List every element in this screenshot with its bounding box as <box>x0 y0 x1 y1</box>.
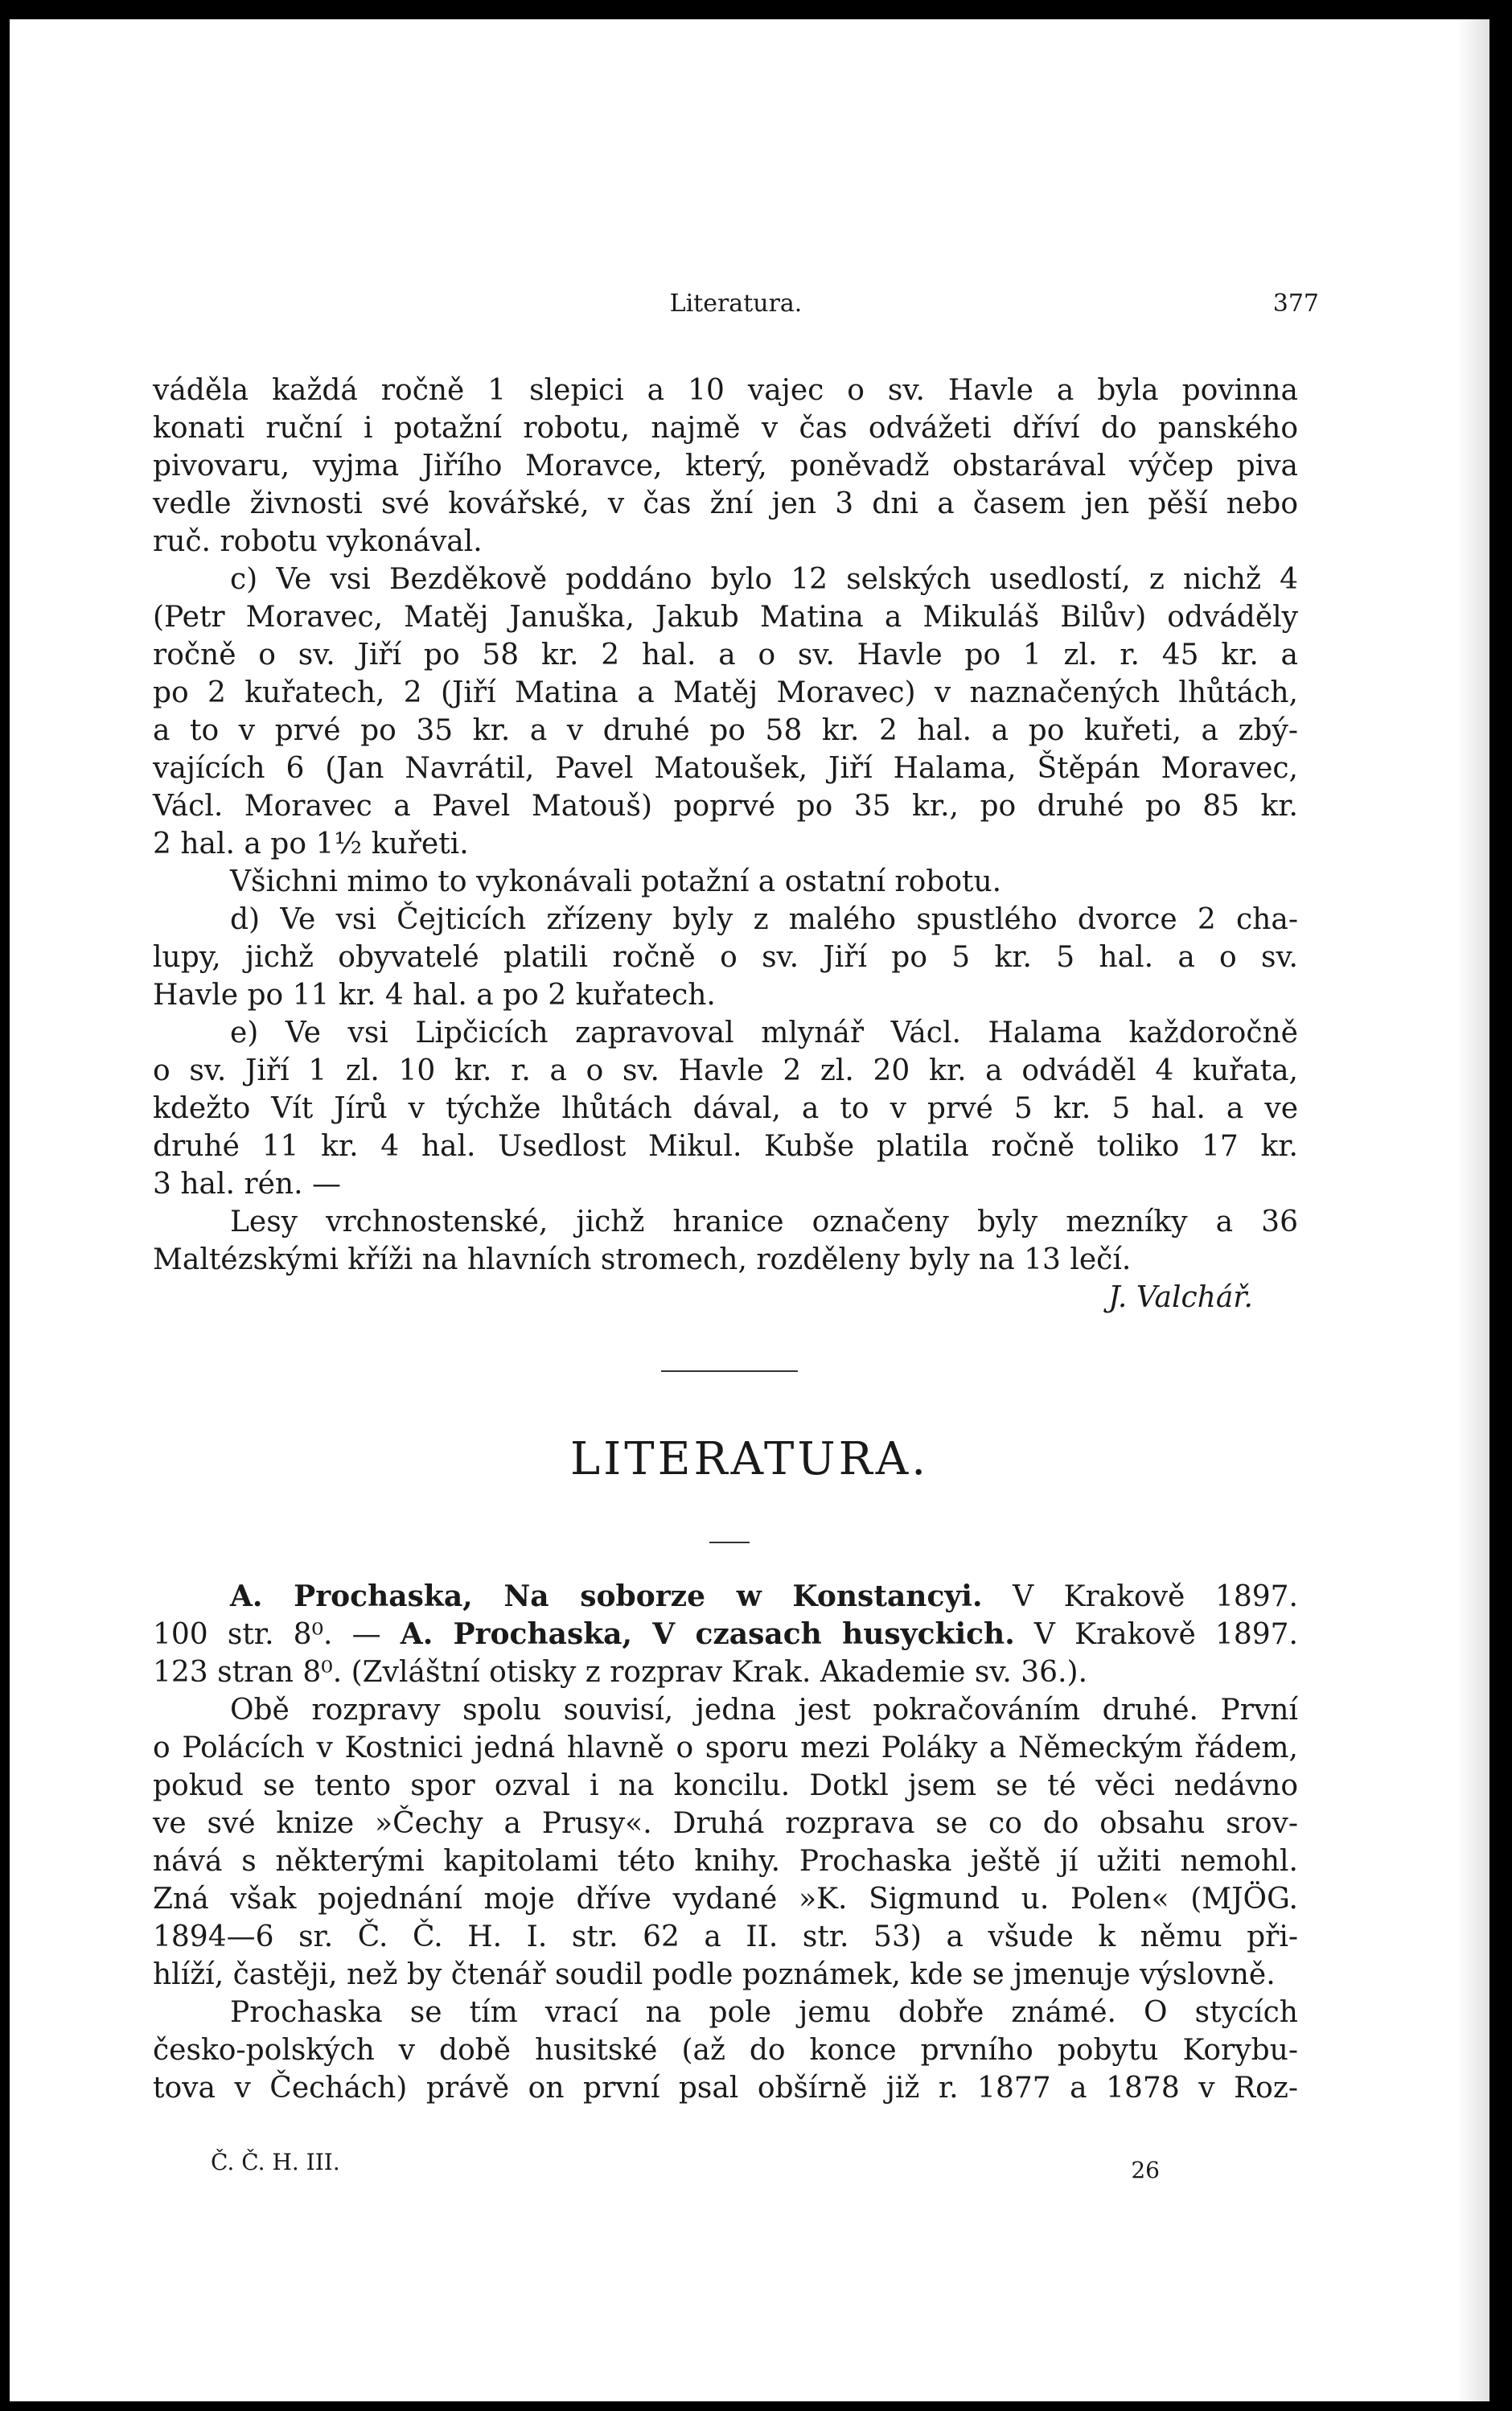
paragraph-e <box>153 1014 1298 1203</box>
text-line: lupy, jichž obyvatelé platili ročně o sv. Jiří po 5 kr. 5 hal. a o sv. <box>153 941 1298 974</box>
text-line: ve své knize »Čechy a Prusy«. Druhá rozprava se co do obsahu srov- <box>153 1807 1298 1840</box>
text-line: ruč. robotu vykonával. <box>153 525 483 558</box>
text-line: nává s některými kapitolami této knihy. Prochaska ještě jí užiti nemohl. <box>153 1845 1298 1878</box>
text-line: 1894—6 sr. Č. Č. H. I. str. 62 a II. str. 53) a všude k němu při- <box>153 1920 1298 1953</box>
text-line: tova v Čechách) právě on první psal obšírně již r. 1877 a 1878 v Roz- <box>153 2072 1298 2105</box>
text-line: c) Ve vsi Bezděkově poddáno bylo 12 selských usedlostí, z nichž 4 <box>230 563 1298 596</box>
text-line: a to v prvé po 35 kr. a v druhé po 58 kr. 2 hal. a po kuřeti, a zbý- <box>153 714 1298 747</box>
review-section <box>153 1578 1298 2107</box>
paragraph-d <box>153 901 1298 1014</box>
text-line: Václ. Moravec a Pavel Matouš) poprvé po 35 kr., po druhé po 85 kr. <box>153 790 1298 823</box>
paragraph-prochaska <box>153 1994 1298 2107</box>
text-line: Maltézskými kříži na hlavních stromech, rozděleny byly na 13 lečí. <box>153 1243 1132 1276</box>
text-line: kdežto Vít Jírů v týchže lhůtách dával, a to v prvé 5 kr. 5 hal. a ve <box>153 1092 1298 1125</box>
citation-title-2: A. Prochaska, V czasach husyckich. <box>400 1617 1015 1651</box>
citation-place-2: V Krakově 1897. <box>1014 1618 1298 1651</box>
text-line: hlíží, častěji, než by čtenář soudil podle poznámek, kde se jmenuje výslovně. <box>153 1958 1276 1991</box>
paragraph-obe <box>153 1691 1298 1994</box>
text-line: po 2 kuřatech, 2 (Jiří Matina a Matěj Moravec) v naznačených lhůtách, <box>153 676 1298 709</box>
text-line: česko-polských v době husitské (až do konce prvního pobytu Korybu- <box>153 2034 1298 2067</box>
text-line: o sv. Jiří 1 zl. 10 kr. r. a o sv. Havle 2 zl. 20 kr. a odváděl 4 kuřata, <box>153 1054 1298 1087</box>
text-line: e) Ve vsi Lipčicích zapravoval mlynář Václ. Halama každoročně <box>230 1017 1298 1049</box>
text-line: Zná však pojednání moje dříve vydané »K. Sigmund u. Polen« (MJÖG. <box>153 1883 1298 1916</box>
text-line: druhé 11 kr. 4 hal. Usedlost Mikul. Kubše platila ročně toliko 17 kr. <box>153 1130 1298 1163</box>
paragraph-b <box>153 372 1298 561</box>
running-title: Literatura. <box>669 290 803 318</box>
text-line: Všichni mimo to vykonávali potažní a ostatní robotu. <box>230 865 1002 898</box>
review-citation <box>153 1578 1298 1691</box>
paragraph-lesy <box>153 1203 1298 1279</box>
page-number: 377 <box>1272 290 1319 318</box>
text-line: pivovaru, vyjma Jiřího Moravce, který, poněvadž obstarával výčep piva <box>153 450 1298 483</box>
text-line: 123 stran 8⁰. (Zvláštní otisky z rozprav Krak. Akademie sv. 36.). <box>153 1656 1088 1689</box>
page-edge-shadow <box>1457 19 1489 2401</box>
sheet-number: 26 <box>1131 2157 1160 2183</box>
text-line: konati ruční i potažní robotu, najmě v čas odvážeti dříví do panského <box>153 412 1298 445</box>
citation-pages-1: 100 str. 8⁰. — <box>153 1618 401 1651</box>
text-line: vedle živnosti své kovářské, v čas žní jen 3 dni a časem jen pěší nebo <box>153 487 1298 520</box>
text-line: Lesy vrchnostenské, jichž hranice označeny byly mezníky a 36 <box>230 1206 1298 1238</box>
title-divider <box>709 1542 750 1543</box>
citation-title-1: A. Prochaska, Na soborze w Konstancyi. <box>230 1579 983 1613</box>
text-line <box>153 1578 1298 1616</box>
text-line <box>153 1616 1298 1653</box>
running-header <box>153 290 1319 325</box>
text-line: Prochaska se tím vrací na pole jemu dobře známé. O stycích <box>230 1996 1298 2029</box>
text-line: 2 hal. a po 1½ kuřeti. <box>153 828 469 860</box>
text-line: Havle po 11 kr. 4 hal. a po 2 kuřatech. <box>153 979 716 1012</box>
text-line: vajících 6 (Jan Navrátil, Pavel Matoušek, Jiří Halama, Štěpán Moravec, <box>153 752 1298 785</box>
text-line: o Polácích v Kostnici jedná hlavně o sporu mezi Poláky a Německým řádem, <box>153 1731 1298 1764</box>
text-line: váděla každá ročně 1 slepici a 10 vajec o sv. Havle a byla povinna <box>153 374 1298 407</box>
paragraph-all <box>153 863 1298 901</box>
text-line: Obě rozpravy spolu souvisí, jedna jest pokračováním druhé. První <box>230 1694 1298 1727</box>
text-line: pokud se tento spor ozval i na koncilu. Dotkl jsem se té věci nedávno <box>153 1769 1298 1802</box>
text-line: (Petr Moravec, Matěj Januška, Jakub Matina a Mikuláš Bilův) odváděly <box>153 601 1298 634</box>
author-signature: J. Valchář. <box>1108 1281 1253 1314</box>
paragraph-c <box>153 561 1298 863</box>
text-line: 3 hal. rén. — <box>153 1168 341 1201</box>
section-divider <box>661 1370 798 1372</box>
text-line: ročně o sv. Jiří po 58 kr. 2 hal. a o sv. Havle po 1 zl. r. 45 kr. a <box>153 639 1298 672</box>
section-title: LITERATURA. <box>569 1433 930 1485</box>
page <box>10 19 1489 2401</box>
citation-place-1: V Krakově 1897. <box>982 1580 1299 1613</box>
signature-mark: Č. Č. H. III. <box>211 2149 340 2175</box>
article-continuation <box>153 372 1298 1316</box>
text-line: d) Ve vsi Čejticích zřízeny byly z malého spustlého dvorce 2 cha- <box>230 903 1298 936</box>
